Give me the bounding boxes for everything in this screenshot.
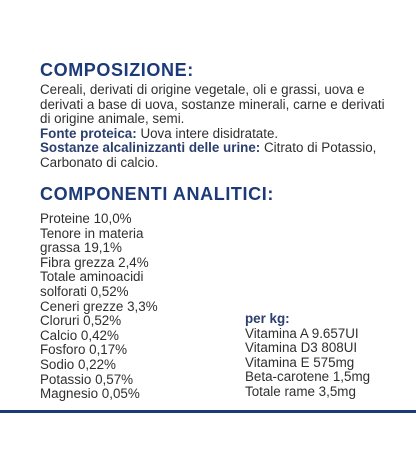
vitamin-item: Vitamina A 9.657UI	[245, 325, 359, 341]
vitamin-item: Vitamina E 575mg	[245, 354, 355, 370]
analytical-item: solforati 0,52%	[40, 283, 129, 299]
analytical-item: Calcio 0,42%	[40, 327, 119, 343]
alkalizing-value: Citrato di Potassio, Carbonato di calcio.	[40, 140, 377, 170]
analytical-item: Magnesio 0,05%	[40, 386, 140, 402]
analytical-item: Fibra grezza 2,4%	[40, 254, 149, 270]
composition-title: COMPOSIZIONE:	[40, 60, 194, 80]
analytical-item: grassa 19,1%	[40, 240, 122, 256]
analytical-item: Fosforo 0,17%	[40, 342, 128, 358]
analytical-item: Proteine 10,0%	[40, 211, 132, 226]
vitamin-item: Totale rame 3,5mg	[245, 383, 356, 399]
vitamin-item: Beta-carotene 1,5mg	[245, 369, 371, 385]
analytical-item: Sodio 0,22%	[40, 356, 116, 372]
analytical-item: Tenore in materia	[40, 225, 144, 241]
composition-text-block	[40, 83, 390, 171]
composition-ingredients: Cereali, derivati di origine vegetale, oli e grassi, uova e derivati a base di uova, sostanze minerali, carne e derivati di origine animale, semi.	[40, 82, 385, 127]
analytical-item: Cloruri 0,52%	[40, 313, 122, 329]
analytical-item: Ceneri grezze 3,3%	[40, 298, 158, 314]
per-kg-list	[245, 312, 405, 400]
analytical-item: Totale aminoacidi	[40, 269, 144, 285]
per-kg-heading: per kg:	[245, 311, 290, 326]
vitamin-item: Vitamina D3 808UI	[245, 340, 358, 356]
analytical-title: COMPONENTI ANALITICI:	[40, 184, 274, 204]
bottom-divider	[0, 410, 416, 413]
protein-source-label: Fonte proteica:	[40, 125, 137, 141]
analytical-list	[40, 212, 240, 402]
analytical-item: Potassio 0,57%	[40, 371, 134, 387]
protein-source-value: Uova intere disidratate.	[136, 125, 279, 141]
alkalizing-label: Sostanze alcalinizzanti delle urine:	[40, 140, 261, 156]
